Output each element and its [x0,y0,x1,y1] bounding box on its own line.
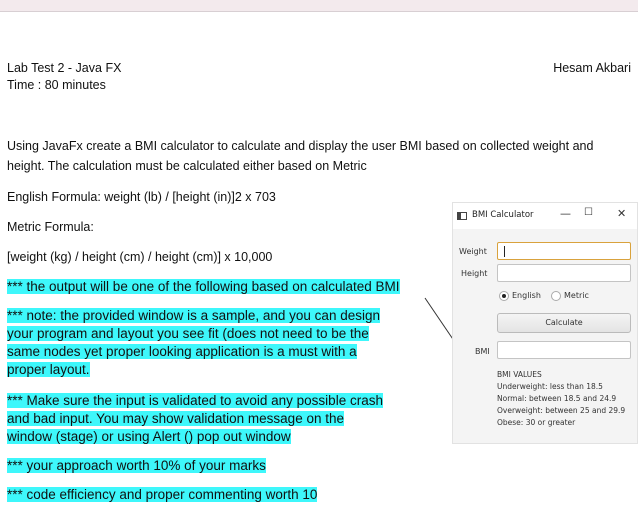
time-limit: Time : 80 minutes [7,78,106,92]
window-titlebar [453,203,637,229]
height-label: Height [461,269,488,278]
bmi-normal: Normal: between 18.5 and 24.9 [497,394,617,403]
bmi-underweight: Underweight: less than 18.5 [497,382,603,391]
note-sample: *** note: the provided window is a sample, and you can design your program and layout you see fit (does not need to be the same nodes yet proper looking application is a must with a proper layout. [7,308,380,377]
bmi-obese: Obese: 30 or greater [497,418,576,427]
weight-input[interactable] [497,242,631,260]
window-title: BMI Calculator [472,210,534,220]
maximize-icon[interactable]: ☐ [584,207,593,218]
height-input[interactable] [497,264,631,282]
note-validation: *** Make sure the input is validated to avoid any possible crash and bad input. You may show validation message on the window (stage) or using Alert () pop out window [7,393,383,444]
lab-title: Lab Test 2 - Java FX [7,61,122,75]
weight-label: Weight [459,247,487,256]
metric-radio-label: Metric [564,291,589,300]
metric-formula-label: Metric Formula: [7,220,94,234]
note-output: *** the output will be one of the following based on calculated BMI [7,279,400,294]
intro-line-1: Using JavaFx create a BMI calculator to calculate and display the user BMI based on collected weight and [7,139,594,153]
english-radio-label: English [512,291,541,300]
calculate-button[interactable]: Calculate [497,313,631,333]
bmi-overweight: Overweight: between 25 and 29.9 [497,406,626,415]
english-formula: English Formula: weight (lb) / [height (in)]2 x 703 [7,190,276,204]
close-icon[interactable]: ✕ [617,207,627,220]
bmi-output-field[interactable] [497,341,631,359]
text-caret [504,246,505,257]
app-icon [457,212,467,220]
note-efficiency: *** code efficiency and proper commenting worth 10 [7,487,318,502]
note-approach: *** your approach worth 10% of your marks [7,458,266,473]
metric-radio[interactable] [551,291,561,301]
minimize-icon[interactable]: — [560,207,571,220]
english-radio[interactable] [499,291,509,301]
metric-formula: [weight (kg) / height (cm) / height (cm)] x 10,000 [7,250,273,264]
author-name: Hesam Akbari [553,61,631,75]
bmi-values-title: BMI VALUES [497,370,542,379]
bmi-calculator-window [452,202,638,444]
bmi-label: BMI [475,347,490,356]
intro-line-2: height. The calculation must be calculated either based on Metric [7,159,367,173]
